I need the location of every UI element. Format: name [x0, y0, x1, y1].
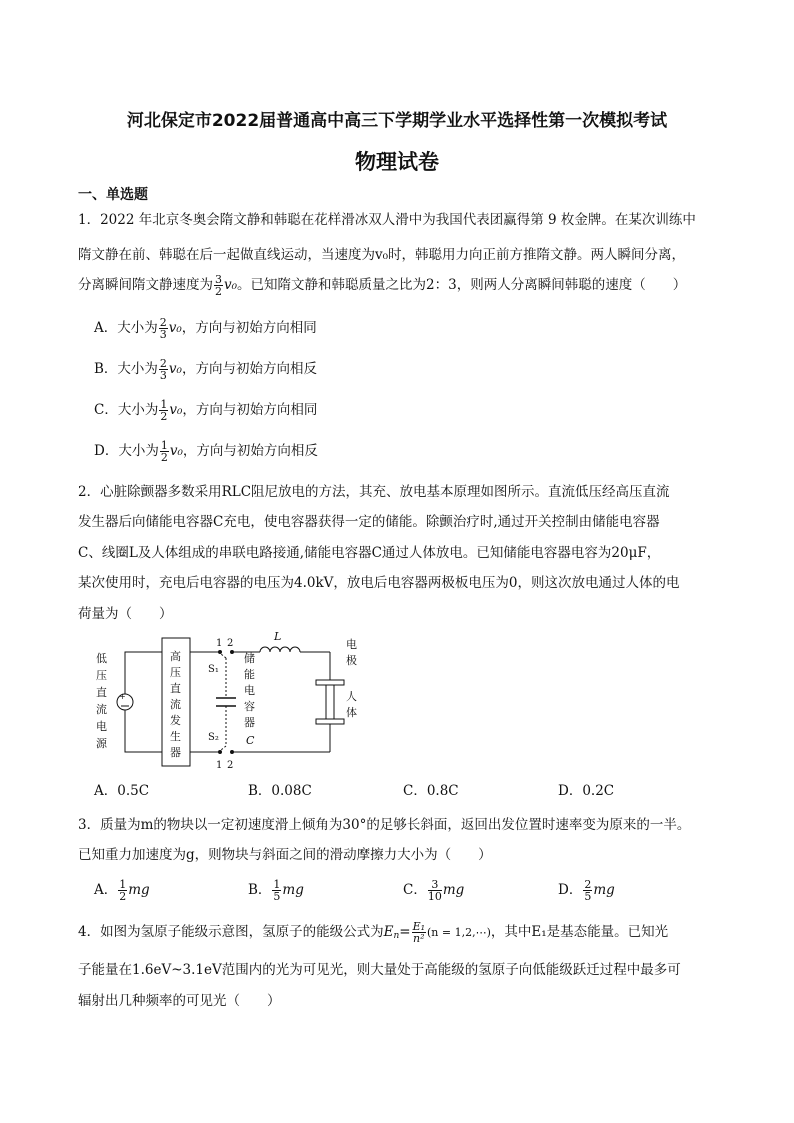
q2-option-c[interactable]: C．0.8C — [403, 783, 459, 799]
contact-1 — [219, 651, 222, 654]
fraction-den: 2 — [160, 410, 168, 423]
switch-s2-label: S₂ — [208, 732, 219, 743]
fraction-den: 2 — [119, 890, 127, 903]
section-heading: 一、单选题 — [78, 187, 148, 203]
source-char: 直 — [96, 686, 107, 699]
generator-char: 直 — [170, 682, 181, 695]
generator-char: 生 — [170, 730, 181, 743]
inductor-coil — [260, 647, 300, 652]
q1-line1: 1．2022 年北京冬奥会隋文静和韩聪在花样滑冰双人滑中为我国代表团赢得第 9 枚金牌。在某次训练中 — [78, 212, 696, 228]
pos-2-top: 2 — [227, 638, 234, 649]
generator-char: 器 — [170, 746, 181, 759]
capacitor-char: C — [246, 734, 255, 747]
source-char: 电 — [96, 720, 107, 733]
q4-line1-text-a: 4．如图为氢原子能级示意图，氢原子的能级公式为 — [78, 924, 384, 940]
fraction-num: 1 — [160, 398, 168, 411]
fraction-num: 3 — [428, 879, 442, 891]
option-mg: mg — [282, 882, 304, 898]
q4-line1-text-b: ，其中E₁是基态能量。已知光 — [490, 924, 669, 940]
source-char: 低 — [96, 652, 107, 665]
option-fraction — [428, 879, 442, 902]
generator-char: 压 — [170, 666, 181, 679]
option-fraction — [118, 879, 127, 902]
q4-formula-condition: (n = 1,2,⋯) — [427, 926, 491, 939]
capacitor-char: 容 — [244, 700, 255, 713]
option-mg: mg — [442, 882, 465, 898]
option-velocity: v₀ — [168, 361, 182, 377]
capacitor-char: 电 — [244, 684, 255, 697]
option-mg: mg — [593, 882, 615, 898]
option-suffix: ，方向与初始方向相同 — [182, 402, 318, 418]
pos-1-top: 1 — [216, 638, 223, 649]
q2-line4: 某次使用时，充电后电容器的电压为4.0kV，放电后电容器两极板电压为0，则这次放电通过人体的电 — [78, 575, 680, 591]
q4-line1 — [78, 920, 668, 944]
body-char: 人 — [346, 690, 357, 703]
generator-char: 流 — [170, 698, 181, 711]
q1-line3-text-b: 。已知隋文静和韩聪质量之比为2：3，则两人分离瞬间韩聪的速度（ ） — [237, 277, 687, 293]
fraction-num: 2 — [584, 878, 592, 891]
inductor-label: L — [274, 630, 282, 643]
q3-option-a[interactable] — [94, 878, 150, 902]
q2-line3: C、线圈L及人体组成的串联电路接通,储能电容器C通过人体放电。已知储能电容器电容为20μF， — [78, 545, 661, 561]
source-char: 流 — [96, 703, 107, 716]
human-body — [326, 685, 334, 719]
q3-option-b[interactable] — [248, 878, 304, 902]
q2-line5: 荷量为（ ） — [78, 606, 173, 622]
switch-s1-blade — [221, 654, 226, 658]
generator-label — [170, 649, 181, 759]
q4-formula-num: E₁ — [412, 920, 426, 933]
exam-title: 河北保定市2022届普通高中高三下学期学业水平选择性第一次模拟考试 — [126, 111, 668, 131]
q4-formula-fraction — [412, 921, 426, 944]
capacitor-label — [244, 651, 255, 747]
option-prefix: B．大小为 — [94, 361, 158, 377]
pos-1-bottom: 1 — [216, 760, 223, 771]
switch-s2-blade — [221, 746, 226, 750]
q4-line3: 辐射出几种频率的可见光（ ） — [78, 993, 281, 1009]
source-char: 源 — [96, 737, 107, 750]
q4-line2: 子能量在1.6eV~3.1eV范围内的光为可见光，则大量处于高能级的氢原子向低能级跃迁过程中最多可 — [78, 962, 681, 978]
q1-line3-text-a: 分离瞬间隋文静速度为 — [78, 277, 213, 293]
fraction-num: 1 — [160, 439, 168, 452]
plus-sign: + — [119, 692, 126, 701]
body-char: 体 — [346, 706, 357, 719]
option-prefix: D．大小为 — [94, 443, 159, 459]
electrode-top — [316, 680, 344, 685]
defibrillator-circuit-diagram — [90, 628, 390, 776]
electrode-bottom — [316, 719, 344, 724]
q2-line1: 2．心脏除颤器多数采用RLC阻尼放电的方法，其充、放电基本原理如图所示。直流低压经高压直流 — [78, 484, 670, 500]
q1-option-d[interactable] — [94, 439, 318, 463]
electrode-label — [346, 637, 357, 667]
electrode-char: 极 — [346, 654, 357, 667]
fraction-den: 3 — [159, 369, 167, 382]
source-char: 压 — [96, 669, 107, 682]
option-prefix: C． — [403, 882, 427, 898]
option-fraction — [159, 317, 168, 340]
option-prefix: D． — [558, 882, 583, 898]
option-velocity: v₀ — [169, 443, 183, 459]
q1-line2: 隋文静在前、韩聪在后一起做直线运动，当速度为v₀时，韩聪用力向正前方推隋文静。两人瞬间分离， — [78, 247, 686, 263]
option-fraction — [583, 879, 592, 902]
q1-option-b[interactable] — [94, 357, 317, 381]
option-fraction — [160, 440, 169, 463]
electrode-char: 电 — [346, 638, 357, 651]
q4-formula-den: n² — [413, 932, 425, 945]
exam-subject: 物理试卷 — [355, 150, 439, 174]
generator-char: 高 — [170, 650, 181, 663]
q1-option-c[interactable] — [94, 398, 317, 422]
fraction-den: 3 — [159, 328, 167, 341]
contact-1 — [219, 751, 222, 754]
q1-line3 — [78, 273, 686, 297]
q1-velocity: v₀ — [224, 277, 238, 293]
option-prefix: A． — [94, 882, 118, 898]
q2-option-b[interactable]: B．0.08C — [248, 783, 312, 799]
fraction-num: 1 — [273, 878, 281, 891]
q4-formula-lhs-sub: n — [393, 931, 400, 941]
option-mg: mg — [128, 882, 150, 898]
q1-fraction — [214, 274, 223, 297]
fraction-num: 2 — [159, 316, 167, 329]
q3-option-c[interactable] — [403, 878, 464, 902]
fraction-num: 2 — [159, 357, 167, 370]
fraction-num: 1 — [119, 878, 127, 891]
fraction-den: 5 — [273, 890, 281, 903]
q1-fraction-den: 2 — [215, 285, 222, 298]
fraction-den: 5 — [584, 890, 592, 903]
option-prefix: C．大小为 — [94, 402, 159, 418]
option-prefix: A．大小为 — [94, 320, 158, 336]
capacitor-char: 能 — [244, 668, 255, 681]
option-suffix: ，方向与初始方向相同 — [181, 320, 317, 336]
option-suffix: ，方向与初始方向相反 — [181, 361, 317, 377]
option-fraction — [272, 879, 281, 902]
capacitor-char: 储 — [244, 652, 255, 665]
q1-option-a[interactable] — [94, 316, 317, 340]
option-fraction — [159, 399, 168, 422]
q3-line2: 已知重力加速度为g，则物块与斜面之间的滑动摩擦力大小为（ ） — [78, 847, 492, 863]
generator-char: 发 — [170, 714, 181, 727]
q2-option-d[interactable]: D．0.2C — [558, 783, 615, 799]
q2-line2: 发生器后向储能电容器C充电，使电容器获得一定的储能。除颤治疗时,通过开关控制由储能电容器 — [78, 514, 660, 530]
fraction-den: 2 — [160, 451, 168, 464]
option-fraction — [159, 358, 168, 381]
source-label — [96, 652, 108, 750]
option-velocity: v₀ — [169, 402, 183, 418]
option-suffix: ，方向与初始方向相反 — [182, 443, 318, 459]
q1-fraction-num: 3 — [215, 273, 222, 286]
q2-option-a[interactable]: A．0.5C — [94, 783, 150, 799]
body-label — [346, 690, 357, 719]
capacitor-char: 器 — [244, 716, 255, 729]
q3-option-d[interactable] — [558, 878, 615, 902]
fraction-den: 10 — [427, 890, 442, 903]
q4-equals: = — [399, 924, 411, 940]
option-velocity: v₀ — [168, 320, 182, 336]
switch-s1-label: S₁ — [208, 664, 219, 675]
pos-2-bottom: 2 — [227, 760, 234, 771]
option-prefix: B． — [248, 882, 272, 898]
q4-formula-lhs: E — [383, 924, 394, 940]
q3-line1: 3．质量为m的物块以一定初速度滑上倾角为30°的足够长斜面，返回出发位置时速率变为原来的一半。 — [78, 817, 691, 833]
